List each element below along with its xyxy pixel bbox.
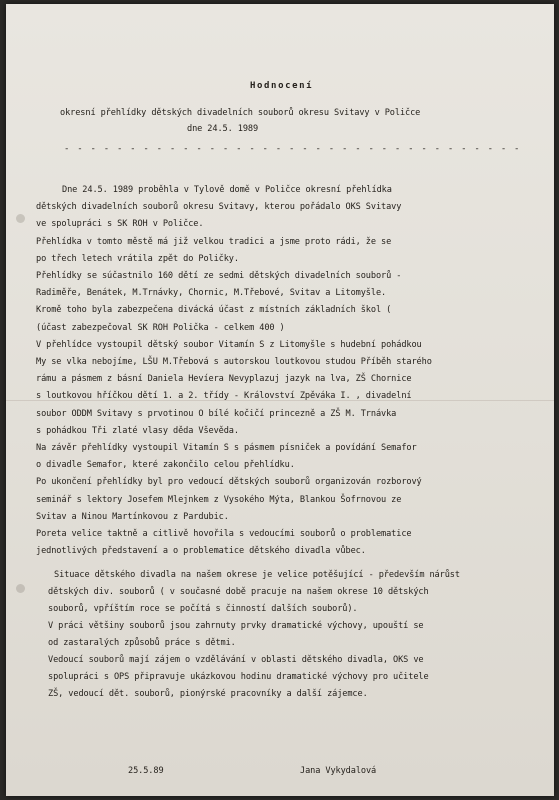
signature-name: Jana Vykydalová (300, 766, 377, 776)
text-line: Na závěr přehlídky vystoupil Vitamín S s pásmem písniček a povídání Semafor (36, 443, 417, 453)
punch-hole (16, 214, 25, 223)
text-line: seminář s lektory Josefem Mlejnkem z Vysokého Mýta, Blankou Šofrnovou ze (36, 494, 402, 505)
text-line: Přehlídka v tomto městě má již velkou tradici a jsme proto rádi, že se (36, 236, 392, 247)
document-subtitle: okresní přehlídky dětských divadelních souborů okresu Svitavy v Poličce (60, 108, 421, 118)
text-line: od zastaralých způsobů práce s dětmi. (48, 638, 236, 648)
document-date-line: dne 24.5. 1989 (187, 124, 259, 134)
text-line: Přehlídky se súčastnilo 160 dětí ze sedmi dětských divadelních souborů - (36, 271, 402, 281)
text-line: V přehlídce vystoupil dětský soubor Vitamín S z Litomyšle s hudební pohádkou (36, 339, 422, 350)
text-line: Poreta velice taktně a citlivě hovořila s vedoucími souborů o problematice (36, 529, 412, 539)
text-line: (účast zabezpečoval SK ROH Polička - celkem 400 ) (36, 322, 285, 333)
text-line: V práci většiny souborů jsou zahrnuty prvky dramatické výchovy, upouští se (48, 621, 424, 631)
text-line: My se vlka nebojíme, LŠU M.Třebová s autorskou loutkovou studou Příběh starého (36, 357, 432, 367)
text-line: ZŠ, vedoucí dět. souborů, pionýrské pracovníky a další zájemce. (48, 689, 368, 699)
document-page (6, 4, 554, 796)
text-line: soubor ODDM Svitavy s prvotinou O bílé kočičí princezně a ZŠ M. Trnávka (36, 408, 397, 419)
text-line: o divadle Semafor, které zakončilo celou přehlídku. (36, 460, 295, 471)
text-line: s loutkovou hříčkou dětí 1. a 2. třídy - Království Zpěváka I. , divadelní (36, 391, 412, 402)
text-line: Dne 24.5. 1989 proběhla v Tylově domě v Poličce okresní přehlídka (62, 185, 392, 195)
text-line: souborů, vpříštím roce se počítá s činností dalších souborů). (48, 604, 358, 614)
text-line: dětských divadelních souborů okresu Svitavy, kterou pořádalo OKS Svitavy (36, 202, 402, 213)
text-line: dětských div. souborů ( v současné době pracuje na našem okrese 10 dětských (48, 587, 429, 597)
text-line: s pohádkou Tři zlaté vlasy děda Vševěda. (36, 425, 239, 436)
text-line: Svitav a Ninou Martínkovou z Pardubic. (36, 511, 229, 522)
text-line: Kromě toho byla zabezpečena divácká účast z místních základních škol ( (36, 305, 392, 316)
text-line: spolupráci s OPS připravuje ukázkovou hodinu dramatické výchovy pro učitele (48, 672, 429, 682)
text-line: rámu a pásmem z básní Daniela Hevíera Nevyplazuj jazyk na lva, ZŠ Chornice (36, 374, 412, 385)
punch-hole (16, 584, 25, 593)
signature-date: 25.5.89 (128, 766, 164, 776)
text-line: Vedoucí souborů mají zájem o vzdělávání v oblasti dětského divadla, OKS ve (48, 655, 424, 665)
text-line: po třech letech vrátila zpět do Poličky. (36, 253, 239, 264)
document-title: Hodnocení (250, 81, 314, 91)
text-line: jednotlivých představení a o problematice dětského divadla vůbec. (36, 546, 366, 557)
text-line: Situace dětského divadla na našem okrese je velice potěšující - především nárůst (54, 570, 460, 580)
text-line: Po ukončení přehlídky byl pro vedoucí dětských souborů organizován rozborový (36, 477, 422, 488)
text-line: Radiměře, Benátek, M.Trnávky, Chornic, M.Třebové, Svitav a Litomyšle. (36, 288, 387, 299)
text-line: ve spolupráci s SK ROH v Poličce. (36, 219, 204, 230)
separator-line: - - - - - - - - - - - - - - - - - - - - - - - - - - - - - - - - - - - (64, 144, 521, 154)
